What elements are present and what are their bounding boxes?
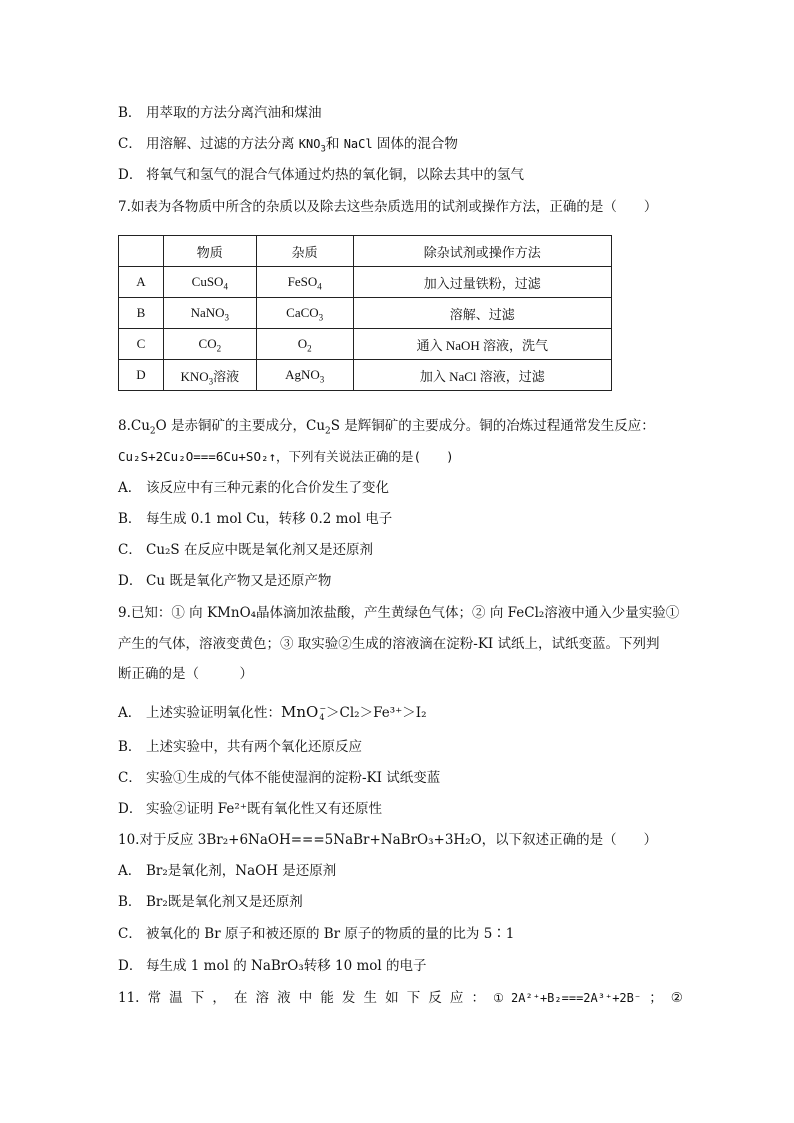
q8-stem bbox=[118, 416, 655, 436]
option-text: Cu 既是氧化产物又是还原产物 bbox=[146, 573, 332, 589]
option-text: 上述实验证明氧化性： bbox=[146, 705, 281, 721]
option-text: Cu₂S 在反应中既是氧化剂又是还原剂 bbox=[146, 542, 373, 558]
row-label: D bbox=[119, 360, 164, 391]
option-text: ＞Cl₂＞Fe³⁺＞I₂ bbox=[326, 705, 427, 721]
substance-cell bbox=[163, 360, 256, 391]
table-header bbox=[119, 236, 164, 267]
formula-sub: 2 bbox=[307, 343, 312, 354]
formula-text: NaNO bbox=[190, 305, 225, 320]
stem-char: ： bbox=[471, 990, 485, 1006]
stem-char: 温 bbox=[169, 990, 183, 1006]
option-text: Br₂是氧化剂，NaOH 是还原剂 bbox=[146, 863, 337, 879]
option-letter: D． bbox=[118, 801, 143, 817]
stem-char: 11. bbox=[118, 990, 140, 1006]
option-text: 实验①生成的气体不能使湿润的淀粉-KI 试纸变蓝 bbox=[146, 770, 441, 786]
stem-char: ② bbox=[670, 990, 683, 1006]
option-letter: D． bbox=[118, 573, 143, 589]
table-row bbox=[119, 360, 612, 391]
stem-char: 在 bbox=[233, 990, 248, 1006]
substance-cell bbox=[163, 298, 256, 329]
option-letter: B． bbox=[118, 511, 142, 527]
method-cell: 通入 NaOH 溶液，洗气 bbox=[353, 329, 611, 360]
option-letter: A． bbox=[118, 480, 142, 496]
stem-text: S 是辉铜矿的主要成分。铜的冶炼过程通常发生反应： bbox=[330, 418, 655, 434]
q9-option-c bbox=[118, 768, 440, 788]
formula-sub: 3 bbox=[318, 312, 324, 323]
row-label: C bbox=[119, 329, 164, 360]
table-header-row bbox=[119, 236, 612, 267]
q10-option-a bbox=[118, 861, 336, 881]
q8-option-d bbox=[118, 571, 331, 591]
option-text: Br₂既是氧化剂又是还原剂 bbox=[146, 894, 303, 910]
q9-stem-line1: 9.已知：① 向 KMnO₄晶体滴加浓盐酸，产生黄绿色气体；② 向 FeCl₂溶液中通入少量实验① bbox=[118, 605, 680, 621]
q7-table bbox=[118, 235, 612, 391]
q9-option-a bbox=[118, 702, 427, 723]
q9-option-d bbox=[118, 799, 382, 819]
impurity-cell bbox=[256, 267, 353, 298]
formula-mno4 bbox=[281, 703, 326, 721]
q9-option-b bbox=[118, 737, 362, 757]
q6-option-c bbox=[118, 134, 458, 154]
stem-char: 发 bbox=[341, 990, 356, 1006]
formula-text: 溶液 bbox=[213, 368, 240, 384]
option-text: 将氧气和氢气的混合气体通过灼热的氧化铜，以除去其中的氢气 bbox=[146, 167, 524, 183]
option-text: 上述实验中，共有两个氧化还原反应 bbox=[146, 739, 362, 755]
formula-sub: 4 bbox=[223, 281, 228, 292]
option-letter: D． bbox=[118, 958, 143, 974]
table-header: 杂质 bbox=[256, 236, 353, 267]
stem-equation: ① 2A²⁺+B₂===2A³⁺+2B⁻ bbox=[493, 991, 642, 1005]
formula-sub: 3 bbox=[320, 144, 326, 155]
option-letter: B． bbox=[118, 894, 142, 910]
stem-char: ， bbox=[212, 990, 226, 1006]
option-text: 每生成 1 mol 的 NaBrO₃转移 10 mol 的电子 bbox=[146, 958, 427, 974]
option-text: 和 bbox=[325, 136, 344, 152]
q9-stem-line2: 产生的气体，溶液变黄色；③ 取实验②生成的溶液滴在淀粉-KI 试纸上，试纸变蓝。下列判 bbox=[118, 636, 660, 652]
table-header: 除杂试剂或操作方法 bbox=[353, 236, 611, 267]
stem-char: 能 bbox=[320, 990, 334, 1006]
table-header: 物质 bbox=[163, 236, 256, 267]
option-text: 该反应中有三种元素的化合价发生了变化 bbox=[146, 480, 389, 496]
formula-sub: 3 bbox=[208, 376, 214, 387]
q8-option-c bbox=[118, 540, 373, 560]
table-row bbox=[119, 298, 612, 329]
formula-text: MnO bbox=[281, 703, 319, 721]
formula-sup: − bbox=[319, 704, 327, 713]
method-cell: 加入过量铁粉，过滤 bbox=[353, 267, 611, 298]
option-letter: C． bbox=[118, 136, 142, 152]
stem-char: 中 bbox=[298, 990, 313, 1006]
stem-char: 下 bbox=[190, 990, 205, 1006]
formula-sub: 2 bbox=[216, 343, 222, 354]
stem-char: 溶 bbox=[255, 990, 270, 1006]
row-label: B bbox=[119, 298, 164, 329]
formula-text: CuSO bbox=[191, 274, 224, 289]
option-letter: D． bbox=[118, 167, 143, 183]
option-text: 每生成 0.1 mol Cu，转移 0.2 mol 电子 bbox=[146, 511, 393, 527]
option-letter: A． bbox=[118, 863, 142, 879]
formula-sub: 4 bbox=[319, 713, 325, 722]
table-row bbox=[119, 267, 612, 298]
formula-sub: 4 bbox=[317, 281, 322, 292]
option-letter: B． bbox=[118, 739, 142, 755]
table-row bbox=[119, 329, 612, 360]
stem-char: 液 bbox=[277, 990, 291, 1006]
formula-sub: 2 bbox=[325, 426, 331, 437]
option-letter: C． bbox=[118, 926, 142, 942]
impurity-cell bbox=[256, 360, 353, 391]
q10-option-b bbox=[118, 892, 303, 912]
method-cell: 加入 NaCl 溶液，过滤 bbox=[353, 360, 611, 391]
formula-sub: 3 bbox=[224, 312, 230, 323]
formula-sub: 3 bbox=[319, 374, 325, 385]
substance-cell bbox=[163, 267, 256, 298]
q7-stem: 7.如表为各物质中所含的杂质以及除去这些杂质选用的试剂或操作方法，正确的是（ ） bbox=[118, 199, 658, 215]
stem-char: 反 bbox=[428, 990, 442, 1006]
q8-option-b bbox=[118, 509, 392, 529]
q10-option-d bbox=[118, 956, 427, 976]
stem-char: 下 bbox=[406, 990, 421, 1006]
q6-option-b bbox=[118, 103, 322, 123]
formula-nacl: NaCl bbox=[343, 137, 373, 151]
formula-text: O bbox=[297, 336, 308, 351]
q9-stem-line3: 断正确的是（ ） bbox=[118, 666, 253, 682]
stem-char: ； bbox=[649, 990, 663, 1006]
stem-char: 常 bbox=[147, 990, 162, 1006]
formula-text: CO bbox=[198, 336, 217, 351]
row-label: A bbox=[119, 267, 164, 298]
stem-char: 如 bbox=[385, 990, 399, 1006]
stem-text: 8.Cu bbox=[118, 418, 150, 434]
formula-kno3 bbox=[298, 137, 326, 155]
option-text: 用萃取的方法分离汽油和煤油 bbox=[146, 105, 322, 121]
q8-option-a bbox=[118, 478, 389, 498]
formula-text: KNO bbox=[298, 137, 321, 151]
q11-stem bbox=[118, 988, 683, 1008]
stem-char: 生 bbox=[363, 990, 378, 1006]
option-text: 实验②证明 Fe²⁺既有氧化性又有还原性 bbox=[146, 801, 382, 817]
stem-char: 应 bbox=[449, 990, 464, 1006]
method-cell: 溶解、过滤 bbox=[353, 298, 611, 329]
option-letter: C． bbox=[118, 542, 142, 558]
impurity-cell bbox=[256, 329, 353, 360]
formula-text: FeSO bbox=[287, 274, 318, 289]
option-letter: A． bbox=[118, 705, 142, 721]
q8-equation: Cu₂S+2Cu₂O===6Cu+SO₂↑，下列有关说法正确的是( ) bbox=[118, 449, 454, 464]
option-text: 用溶解、过滤的方法分离 bbox=[146, 136, 299, 152]
formula-text: CaCO bbox=[286, 305, 319, 320]
q10-option-c bbox=[118, 924, 514, 944]
option-letter: B． bbox=[118, 105, 142, 121]
formula-text: KNO bbox=[180, 368, 209, 384]
option-text: 被氧化的 Br 原子和被还原的 Br 原子的物质的量的比为 5∶1 bbox=[146, 926, 515, 942]
option-letter: C． bbox=[118, 770, 142, 786]
q6-option-d bbox=[118, 165, 524, 185]
q10-stem: 10.对于反应 3Br₂+6NaOH===5NaBr+NaBrO₃+3H₂O，以下叙述正确的是（ ） bbox=[118, 832, 658, 848]
substance-cell bbox=[163, 329, 256, 360]
impurity-cell bbox=[256, 298, 353, 329]
option-text: 固体的混合物 bbox=[372, 136, 458, 152]
formula-sub: 2 bbox=[149, 426, 156, 437]
formula-text: AgNO bbox=[285, 367, 320, 382]
stem-text: O 是赤铜矿的主要成分，Cu bbox=[155, 418, 326, 434]
